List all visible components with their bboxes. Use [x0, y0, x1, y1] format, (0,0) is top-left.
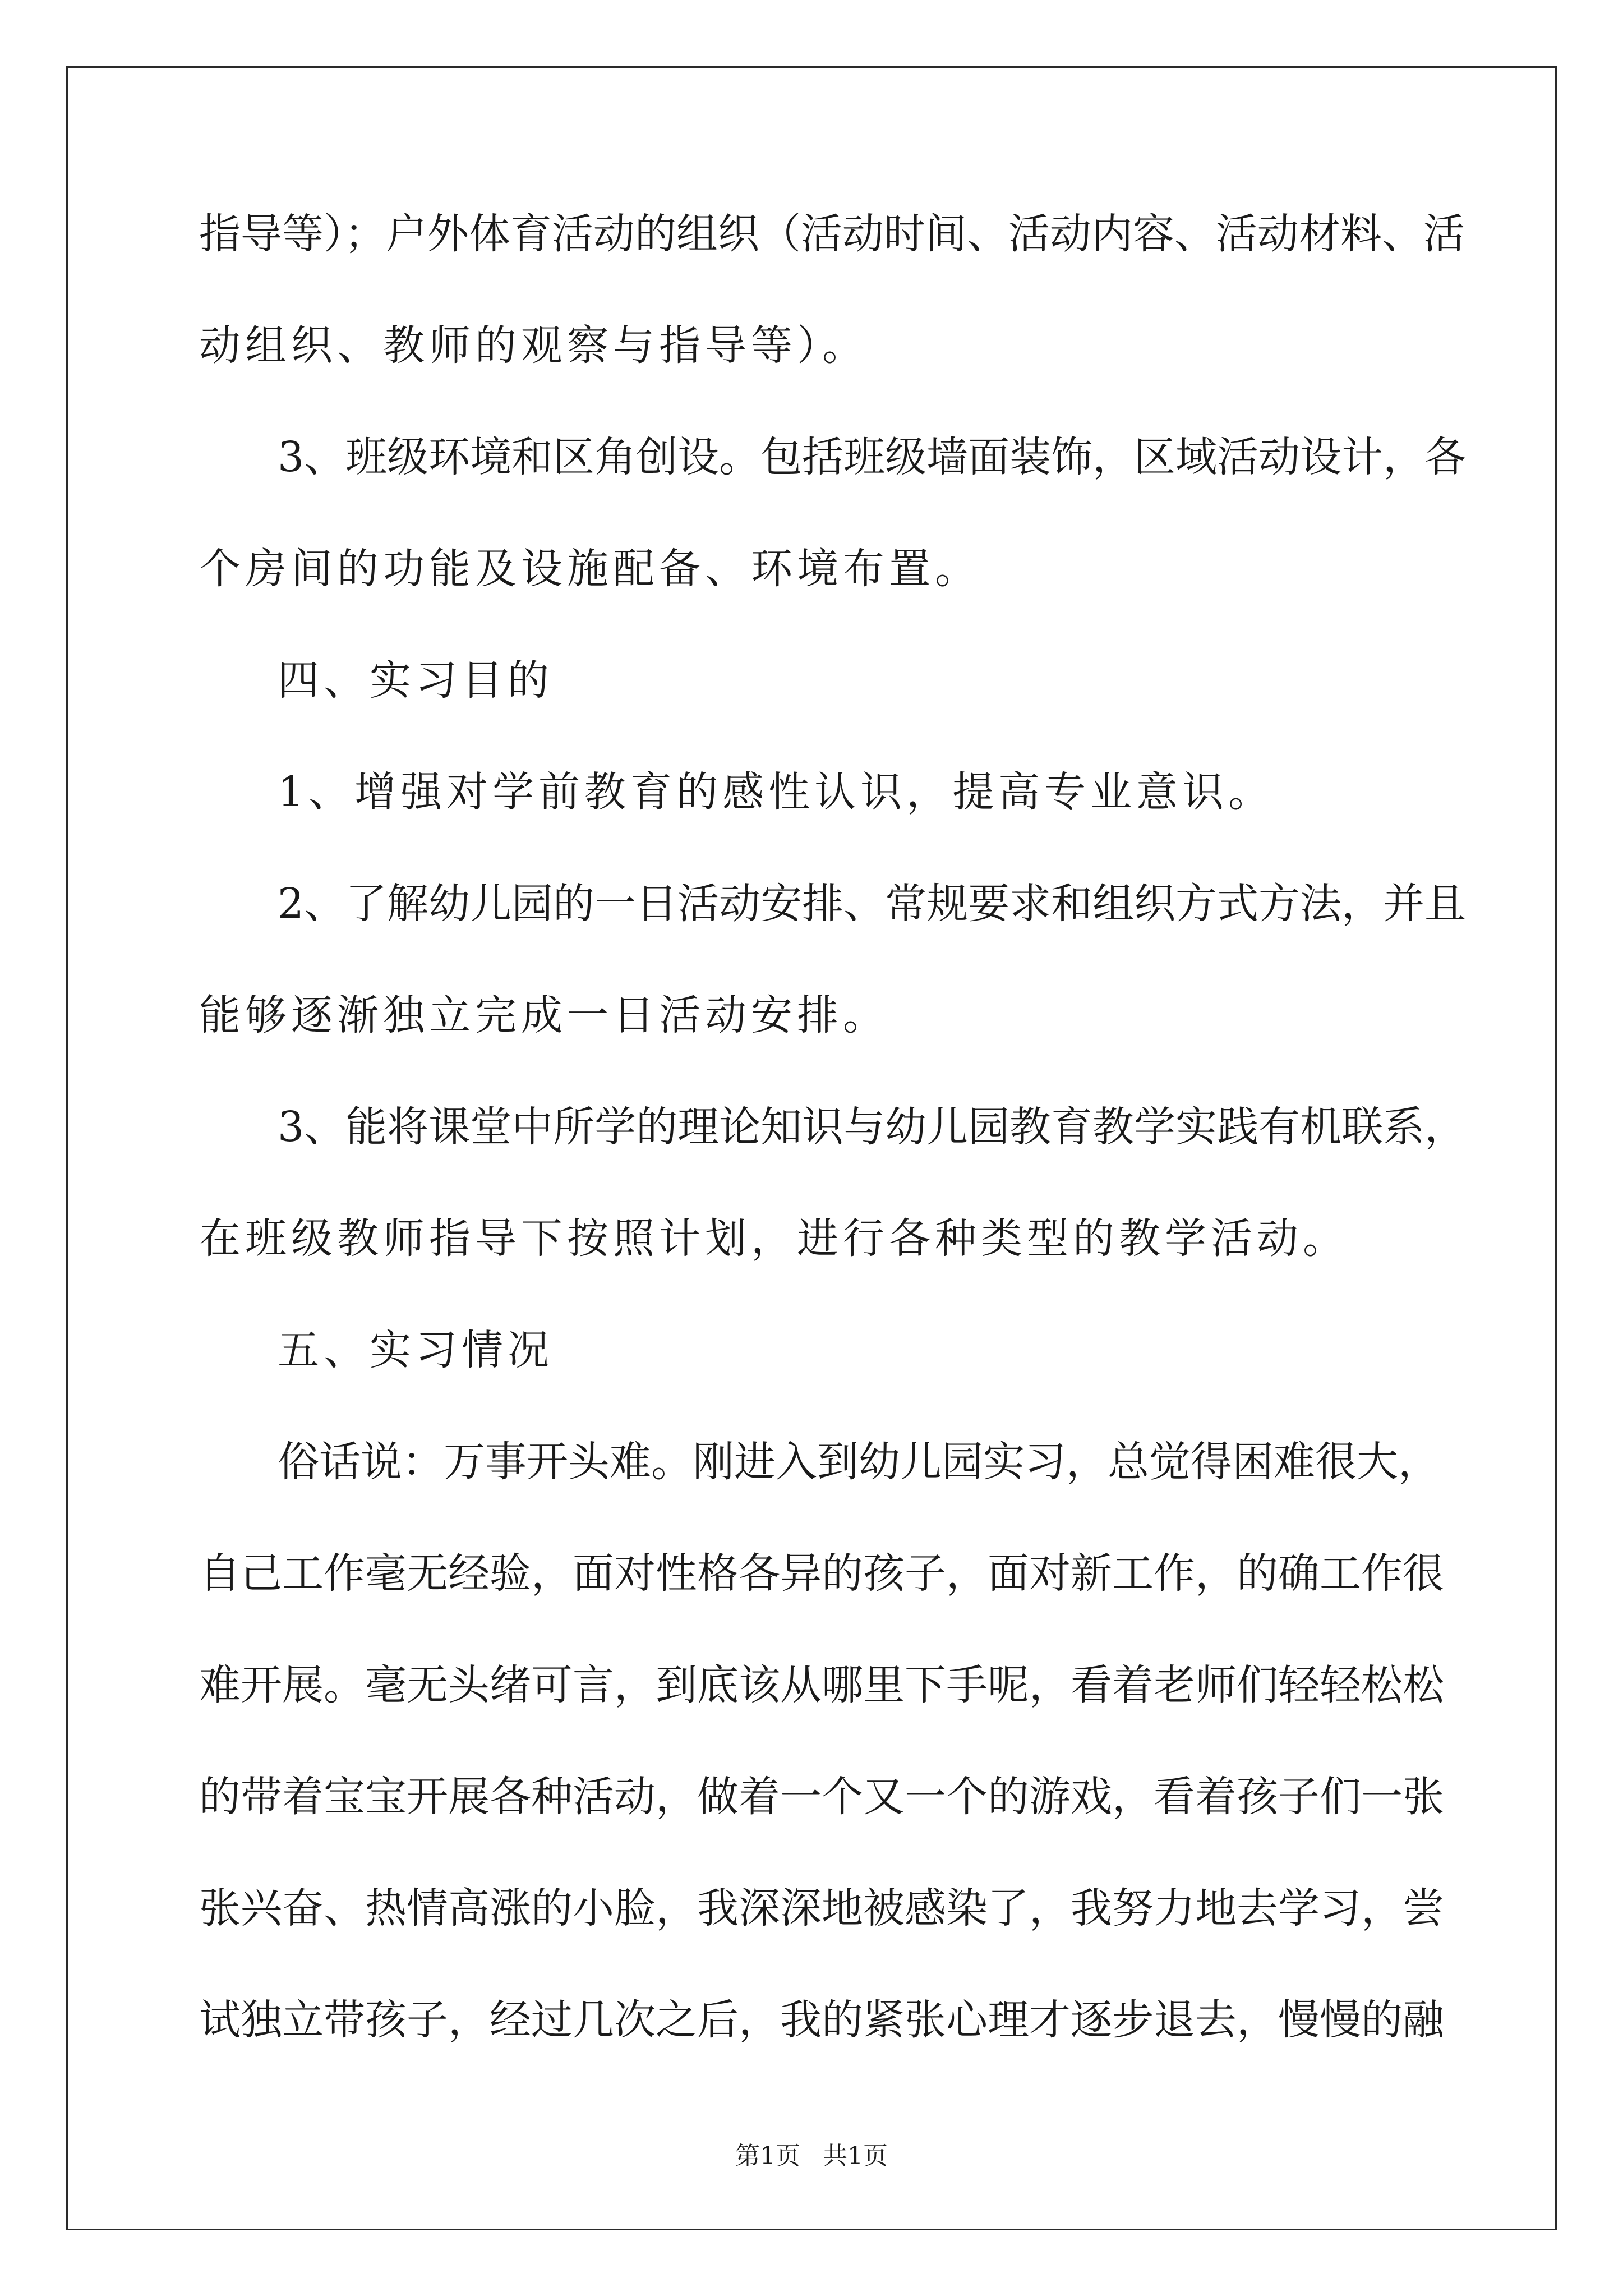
paragraph-line: 俗话说：万事开头难。刚进入到幼儿园实习，总觉得困难很大，	[278, 1438, 1440, 1486]
paragraph-line: 1、增强对学前教育的感性认识，提高专业意识。	[278, 768, 1275, 816]
paragraph-line: 3、班级环境和区角创设。包括班级墙面装饰，区域活动设计，各	[278, 433, 1467, 481]
paragraph-line: 在班级教师指导下按照计划，进行各种类型的教学活动。	[199, 1214, 1349, 1263]
page-number: 第1页	[735, 2142, 800, 2170]
paragraph-line: 试独立带孩子，经过几次之后，我的紧张心理才逐步退去，慢慢的融	[199, 1996, 1444, 2044]
paragraph-line: 的带着宝宝开展各种活动，做着一个又一个的游戏，看着孩子们一张	[199, 1773, 1444, 1821]
paragraph-line: 个房间的功能及设施配备、环境布置。	[199, 545, 981, 593]
page-total: 共1页	[823, 2142, 888, 2170]
section-heading: 五、实习情况	[278, 1326, 554, 1374]
paragraph-line: 2、了解幼儿园的一日活动安排、常规要求和组织方式方法，并且	[278, 880, 1467, 928]
document-body	[199, 210, 1467, 2111]
paragraph-line: 3、能将课堂中所学的理论知识与幼儿园教育教学实践有机联系，	[278, 1103, 1467, 1151]
paragraph-line: 难开展。毫无头绪可言，到底该从哪里下手呢，看着老师们轻轻松松	[199, 1661, 1444, 1709]
paragraph-line: 动组织、教师的观察与指导等）。	[199, 321, 868, 370]
section-heading: 四、实习目的	[278, 656, 554, 705]
paragraph-line: 指导等）；户外体育活动的组织（活动时间、活动内容、活动材料、活	[199, 210, 1465, 258]
page-footer	[0, 2144, 1623, 2169]
paragraph-line: 张兴奋、热情高涨的小脸，我深深地被感染了，我努力地去学习，尝	[199, 1884, 1444, 1932]
paragraph-line: 自己工作毫无经验，面对性格各异的孩子，面对新工作，的确工作很	[199, 1549, 1444, 1598]
paragraph-line: 能够逐渐独立完成一日活动安排。	[199, 991, 889, 1039]
